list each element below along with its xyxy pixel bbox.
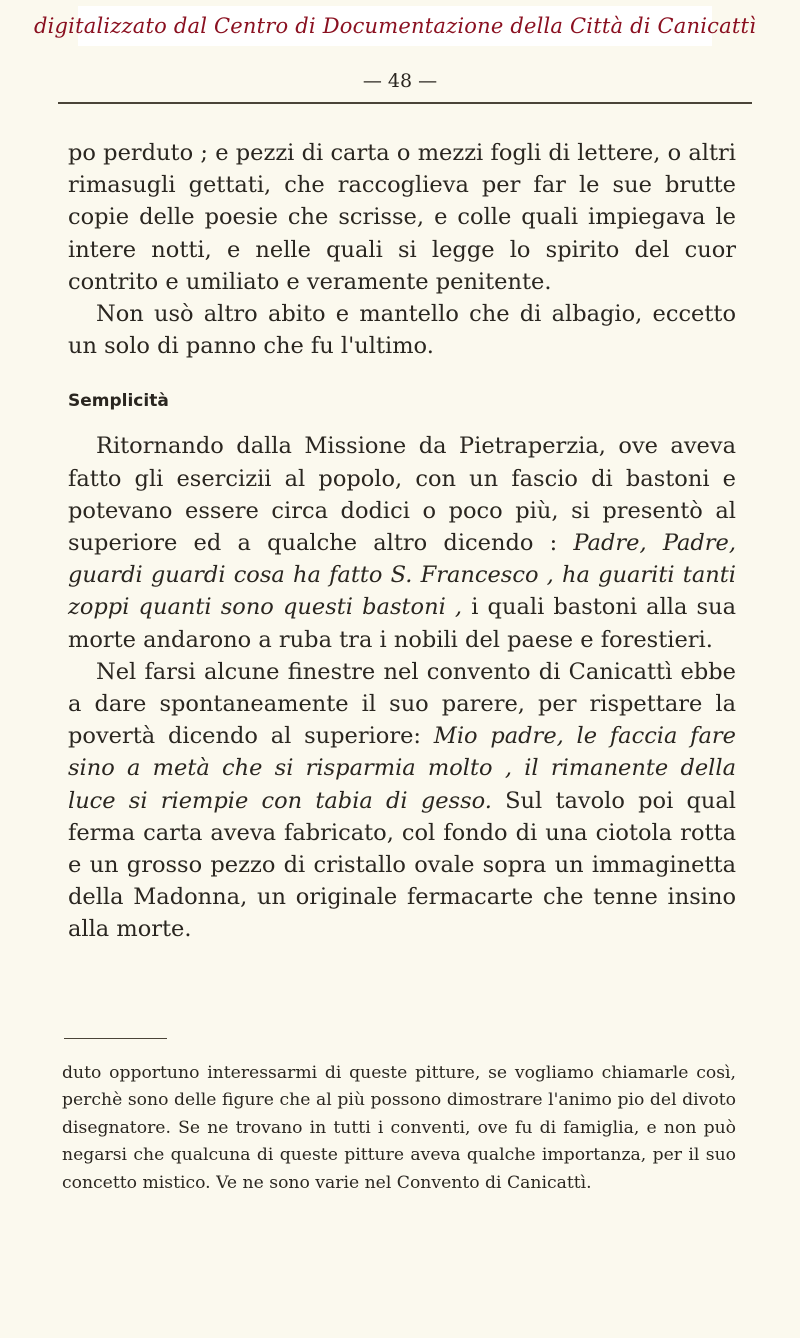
paragraph-1: po perduto ; e pezzi di carta o mezzi fogli di lettere, o altri rimasugli gettati, che raccoglieva per far le sue brutte copie delle poesie che scrisse, e colle quali impiegava le intere notti, e nelle quali si legge lo spirito del cuor contrito e umiliato e veramente penitente. [68, 140, 736, 295]
paragraph-4-text: Nel farsi alcune finestre nel convento di Canicattì ebbe a dare spontaneamente il suo parere, per rispettare la povertà dicendo al superiore: [68, 658, 736, 750]
paragraph-3-quote: Padre, Padre, guardi guardi cosa ha fatto S. Francesco , ha guariti tanti zoppi quanti sono questi bastoni , [68, 530, 736, 621]
footnote-rule [64, 1038, 167, 1039]
paragraph-4 [68, 656, 736, 946]
watermark-banner [33, 6, 757, 46]
paragraph-4-quote: Mio padre, le faccia fare sino a metà che si risparmia molto , il rimanente della luce si riempie con tabia di gesso. [68, 723, 736, 814]
paragraph-2: Non usò altro abito e mantello che di albagio, eccetto un solo di panno che fu l'ultimo. [68, 301, 736, 360]
paragraph-3 [68, 430, 736, 655]
footnote: duto opportuno interessarmi di queste pitture, se vogliamo chiamarle così, perchè sono delle figure che al più possono dimostrare l'animo pio del divoto disegnatore. Se ne trovano in tutti i conventi, ove fu di famiglia, e non può negarsi che qualcuna di queste pitture aveva qualche importanza, per il suo concetto mistico. Ve ne sono varie nel Convento di Canicattì. [62, 1063, 736, 1193]
body-text [68, 137, 736, 946]
section-heading: Semplicità [68, 391, 169, 412]
watermark-text: digitalizzato dal Centro di Documentazione della Città di Canicattì [33, 14, 757, 38]
paragraph-4-text-end: Sul tavolo poi qual ferma carta aveva fabricato, col fondo di una ciotola rotta e un grosso pezzo di cristallo ovale sopra un immaginetta della Madonna, un originale fermacarte che tenne insino alla morte. [68, 787, 736, 943]
header-rule [58, 102, 752, 104]
page-number: — 48 — [362, 70, 438, 92]
paragraph-3-text: Ritornando dalla Missione da Pietraperzia, ove aveva fatto gli esercizii al popolo, con un fascio di bastoni e potevano essere circa dodici o poco più, si presentò al superiore ed a qualche altro dicendo : [68, 433, 736, 557]
paragraph-3-text-end: i quali bastoni alla sua morte andarono a ruba tra i nobili del paese e forestieri. [68, 594, 736, 653]
